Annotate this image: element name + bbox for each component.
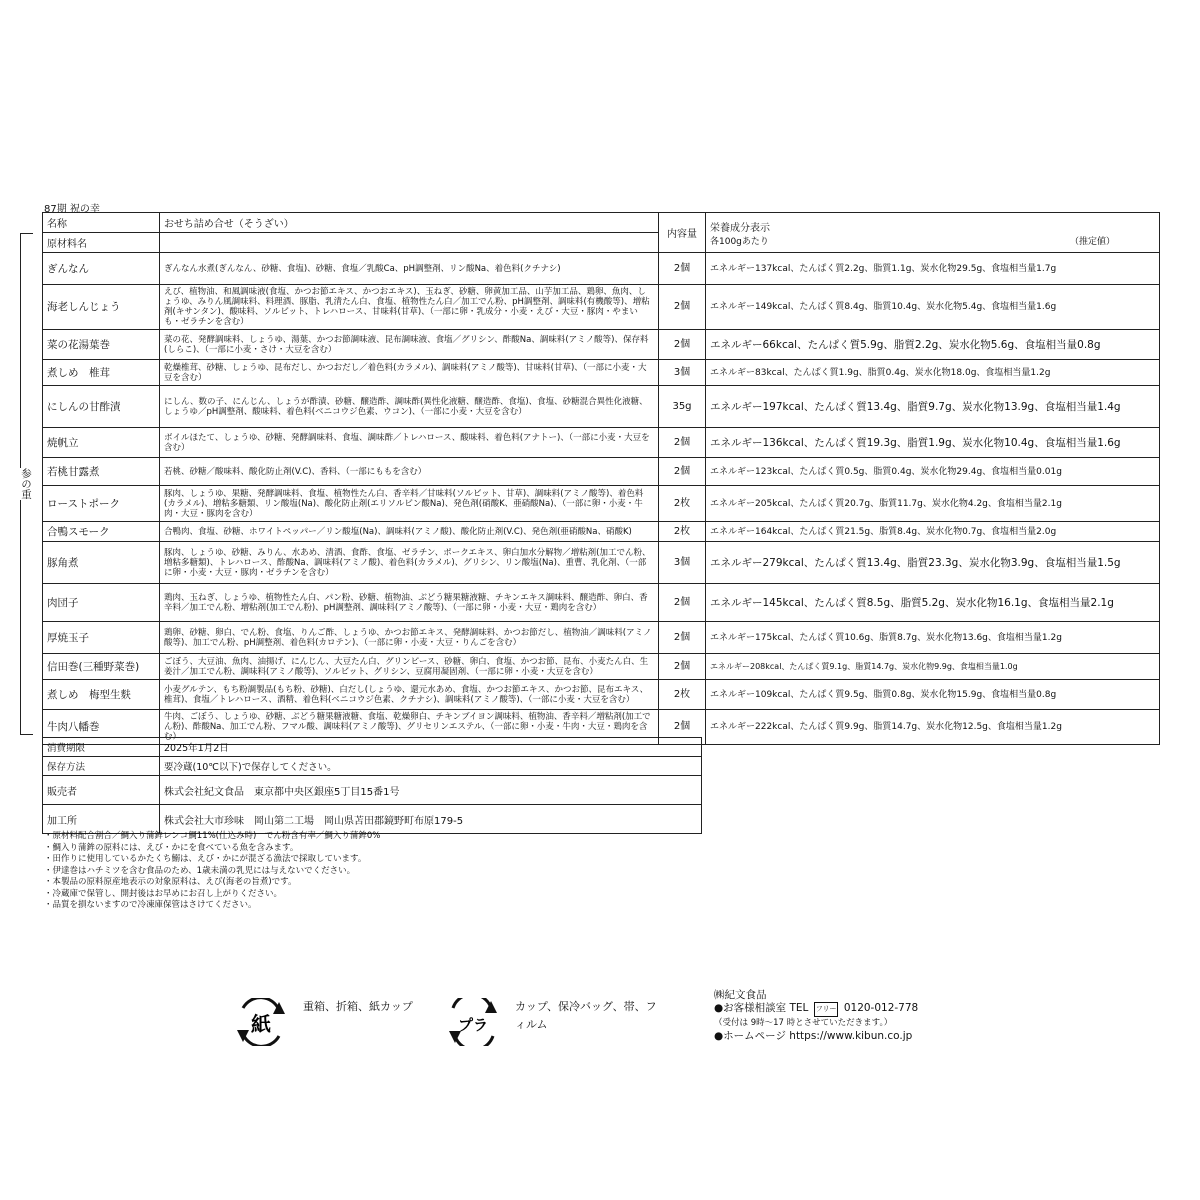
item-nutrition: エネルギー123kcal、たんぱく質0.5g、脂質0.4g、炭水化物29.4g、食塩相当量0.01g	[706, 458, 1160, 486]
header-name-label: 名称	[43, 213, 160, 233]
item-nutrition: エネルギー164kcal、たんぱく質21.5g、脂質8.4g、炭水化物0.7g、食塩相当量2.0g	[706, 522, 1160, 542]
item-name: 菜の花湯葉巻	[43, 330, 160, 360]
note-item: ・鯛入り蒲鉾の原料には、えび・かにを食べている魚を含みます。	[44, 842, 299, 853]
table-row	[43, 458, 1160, 486]
item-ingredients: 豚肉、しょうゆ、砂糖、みりん、水あめ、清酒、食酢、食塩、ゼラチン、ポークエキス、卵白加水分解物／増粘剤(加工でん粉、増粘多糖類)、トレハロース、酢酸Na、調味料(アミノ酸)、着色料(カラメル)、グリシン、リン酸塩(Na)、重曹、乳化剤、（一部に卵・小麦・大豆・豚肉・ゼラチンを含む）	[160, 542, 659, 584]
storage-label: 保存方法	[43, 757, 160, 776]
ingredients-table	[42, 212, 1160, 745]
expiry-value: 2025年1月2日	[160, 738, 702, 757]
item-quantity: 2個	[659, 584, 706, 622]
table-row	[43, 285, 1160, 330]
contact-label: ●お客様相談室 TEL	[714, 1002, 809, 1014]
nutrition-basis: 各100gあたり	[710, 236, 769, 247]
nutrition-title: 栄養成分表示	[710, 222, 770, 234]
item-name: ローストポーク	[43, 486, 160, 522]
item-nutrition: エネルギー175kcal、たんぱく質10.6g、脂質8.7g、炭水化物13.6g、食塩相当量1.2g	[706, 622, 1160, 654]
processor-value: 株式会社大市珍味 岡山第二工場 岡山県苫田郡鏡野町布原179-5	[160, 805, 702, 834]
nutrition-estimate-note: （推定値）	[1069, 236, 1115, 247]
item-name: 海老しんじょう	[43, 285, 160, 330]
note-item: ・田作りに使用しているかたくち鰯は、えび・かにが混ざる漁法で採取しています。	[44, 854, 367, 864]
notes-list	[44, 831, 684, 912]
contact-hours: （受付は 9時～17 時とさせていただきます。）	[714, 1018, 893, 1028]
series-title: 87期 祝の幸	[44, 204, 100, 215]
item-name: 煮しめ 梅型生麩	[43, 680, 160, 710]
item-name: 牛肉八幡巻	[43, 710, 160, 745]
item-name: 煮しめ 椎茸	[43, 360, 160, 386]
plastic-symbol-text: プラ	[457, 1016, 489, 1034]
item-quantity: 2枚	[659, 522, 706, 542]
item-nutrition: エネルギー136kcal、たんぱく質19.3g、脂質1.9g、炭水化物10.4g、食塩相当量1.6g	[706, 428, 1160, 458]
item-nutrition: エネルギー137kcal、たんぱく質2.2g、脂質1.1g、炭水化物29.5g、食塩相当量1.7g	[706, 253, 1160, 285]
item-ingredients: ぎんなん水煮(ぎんなん、砂糖、食塩)、砂糖、食塩／乳酸Ca、pH調整剤、リン酸Na、着色料(クチナシ)	[160, 253, 659, 285]
table-row	[43, 360, 1160, 386]
item-nutrition: エネルギー279kcal、たんぱく質13.4g、脂質23.3g、炭水化物3.9g、食塩相当量1.5g	[706, 542, 1160, 584]
expiry-label: 消費期限	[43, 738, 160, 757]
storage-value: 要冷蔵(10℃以下)で保存してください。	[160, 757, 702, 776]
company-info	[714, 989, 918, 1043]
plastic-recycle-icon	[445, 998, 501, 1046]
seller-value: 株式会社紀文食品 東京都中央区銀座5丁目15番1号	[160, 776, 702, 805]
phone-number: 0120-012-778	[843, 1002, 919, 1014]
plastic-recycle-text: カップ、保冷バッグ、帯、フィルム	[515, 1000, 657, 1031]
item-ingredients: 若桃、砂糖／酸味料、酸化防止剤(V.C)、香料、（一部にももを含む）	[160, 458, 659, 486]
item-quantity: 2個	[659, 654, 706, 680]
meta-table	[42, 737, 702, 834]
note-item: ・原材料配合割合／鯛入り蒲鉾レンコ鯛11%(仕込み時) でん粉含有率／鯛入り蒲鉾0%	[44, 831, 381, 841]
paper-symbol-text: 紙	[251, 1012, 271, 1036]
freedial-icon: フリー	[814, 1002, 839, 1017]
table-row	[43, 386, 1160, 428]
paper-recycle-text: 重箱、折箱、紙カップ	[303, 1000, 413, 1013]
item-quantity: 3個	[659, 360, 706, 386]
processor-label: 加工所	[43, 805, 160, 834]
item-nutrition: エネルギー222kcal、たんぱく質9.9g、脂質14.7g、炭水化物12.5g、食塩相当量1.2g	[706, 710, 1160, 745]
item-ingredients: 小麦グルテン、もち粉調製品(もち粉、砂糖)、白だし(しょうゆ、還元水あめ、食塩、かつお節エキス、かつお節、昆布エキス、椎茸)、食塩／トレハロース、酒精、着色料(ベニコウジ色素、クチナシ)、調味料(アミノ酸等)、（一部に小麦・大豆を含む）	[160, 680, 659, 710]
item-ingredients: 鶏卵、砂糖、卵白、でん粉、食塩、りんご酢、しょうゆ、かつお節エキス、発酵調味料、かつお節だし、植物油／調味料(アミノ酸等)、加工でん粉、pH調整剤、着色料(カロテン)、（一部に卵・小麦・大豆・りんごを含む）	[160, 622, 659, 654]
item-nutrition: エネルギー66kcal、たんぱく質5.9g、脂質2.2g、炭水化物5.6g、食塩相当量0.8g	[706, 330, 1160, 360]
item-nutrition: エネルギー208kcal、たんぱく質9.1g、脂質14.7g、炭水化物9.9g、食塩相当量1.0g	[706, 654, 1160, 680]
table-row	[43, 253, 1160, 285]
item-name: 信田巻(三種野菜巻)	[43, 654, 160, 680]
item-quantity: 2個	[659, 330, 706, 360]
item-ingredients: 鶏肉、玉ねぎ、しょうゆ、植物性たん白、パン粉、砂糖、植物油、ぶどう糖果糖液糖、チキンエキス調味料、醸造酢、卵白、香辛料／加工でん粉、増粘剤(加工でん粉)、pH調整剤、調味料(アミノ酸等)、（一部に卵・小麦・大豆・鶏肉を含む）	[160, 584, 659, 622]
item-quantity: 2個	[659, 622, 706, 654]
company-name: ㈱紀文食品	[714, 989, 767, 1001]
item-nutrition: エネルギー197kcal、たんぱく質13.4g、脂質9.7g、炭水化物13.9g、食塩相当量1.4g	[706, 386, 1160, 428]
item-nutrition: エネルギー83kcal、たんぱく質1.9g、脂質0.4g、炭水化物18.0g、食塩相当量1.2g	[706, 360, 1160, 386]
note-item: ・伊達巻はハチミツを含む食品のため、1歳未満の乳児には与えないでください。	[44, 865, 356, 876]
note-item: ・品質を損ないますので冷凍庫保管はさけてください。	[44, 900, 257, 910]
item-ingredients: えび、植物油、和風調味液(食塩、かつお節エキス、かつおエキス)、玉ねぎ、砂糖、卵黄加工品、山芋加工品、鶏卵、魚肉、しょうゆ、みりん風調味料、料理酒、豚脂、乳清たん白、食塩、植物性たん白／加工でん粉、pH調整剤、調味料(有機酸等)、増粘剤(キサンタン)、酸味料、ソルビット、トレハロース、甘味料(甘草)、（一部に卵・乳成分・小麦・えび・大豆・豚肉・やまいも・ゼラチンを含む）	[160, 285, 659, 330]
table-row	[43, 522, 1160, 542]
item-nutrition: エネルギー205kcal、たんぱく質20.7g、脂質11.7g、炭水化物4.2g、食塩相当量2.1g	[706, 486, 1160, 522]
plastic-recycle-mark	[445, 998, 665, 1046]
table-row	[43, 486, 1160, 522]
item-nutrition: エネルギー149kcal、たんぱく質8.4g、脂質10.4g、炭水化物5.4g、食塩相当量1.6g	[706, 285, 1160, 330]
item-quantity: 2個	[659, 285, 706, 330]
item-nutrition: エネルギー109kcal、たんぱく質9.5g、脂質0.8g、炭水化物15.9g、食塩相当量0.8g	[706, 680, 1160, 710]
item-name: ぎんなん	[43, 253, 160, 285]
note-item: ・冷蔵庫で保管し、開封後はお早めにお召し上がりください。	[44, 888, 283, 899]
item-ingredients: 牛肉、ごぼう、しょうゆ、砂糖、ぶどう糖果糖液糖、食塩、乾燥卵白、チキンブイヨン調味料、植物油、香辛料／増粘剤(加工でん粉)、酢酸Na、加工でん粉、フマル酸、調味料(アミノ酸等)、グリセリンエステル、（一部に卵・小麦・牛肉・大豆・鶏肉を含む）	[160, 710, 659, 745]
item-ingredients: にしん、数の子、にんじん、しょうが酢漬、砂糖、醸造酢、調味酢(異性化液糖、醸造酢、食塩)、食塩、砂糖混合異性化液糖、しょうゆ／pH調整剤、酸味料、着色料(ベニコウジ色素、ウコン)、（一部に小麦・大豆を含む）	[160, 386, 659, 428]
tier-label: 参の重	[20, 468, 32, 500]
table-row	[43, 428, 1160, 458]
table-row	[43, 622, 1160, 654]
item-quantity: 2枚	[659, 680, 706, 710]
item-nutrition: エネルギー145kcal、たんぱく質8.5g、脂質5.2g、炭水化物16.1g、食塩相当量2.1g	[706, 584, 1160, 622]
item-quantity: 2個	[659, 458, 706, 486]
item-name: 合鴨スモーク	[43, 522, 160, 542]
item-name: 若桃甘露煮	[43, 458, 160, 486]
homepage-link[interactable]: ●ホームページ https://www.kibun.co.jp	[714, 1030, 913, 1042]
item-ingredients: 菜の花、発酵調味料、しょうゆ、湯葉、かつお節調味液、昆布調味液、食塩／グリシン、酢酸Na、調味料(アミノ酸等)、保存料(しらこ)、（一部に小麦・さけ・大豆を含む）	[160, 330, 659, 360]
table-row	[43, 584, 1160, 622]
item-quantity: 3個	[659, 542, 706, 584]
item-ingredients: 乾燥椎茸、砂糖、しょうゆ、昆布だし、かつおだし／着色料(カラメル)、調味料(アミノ酸等)、甘味料(甘草)、（一部に小麦・大豆を含む）	[160, 360, 659, 386]
item-quantity: 2枚	[659, 486, 706, 522]
item-name: 肉団子	[43, 584, 160, 622]
item-ingredients: 豚肉、しょうゆ、果糖、発酵調味料、食塩、植物性たん白、香辛料／甘味料(ソルビット、甘草)、調味料(アミノ酸等)、着色料(カラメル)、増粘多糖類、リン酸塩(Na)、酸化防止剤(エリソルビン酸Na)、発色剤(硝酸K、亜硝酸Na)、（一部に卵・小麦・牛肉・大豆・豚肉を含む）	[160, 486, 659, 522]
item-name: 厚焼玉子	[43, 622, 160, 654]
table-row	[43, 680, 1160, 710]
item-name: 豚角煮	[43, 542, 160, 584]
header-ingredients-label: 原材料名	[43, 233, 160, 253]
item-ingredients: 合鴨肉、食塩、砂糖、ホワイトペッパー／リン酸塩(Na)、調味料(アミノ酸)、酸化防止剤(V.C)、発色剤(亜硝酸Na、硝酸K)	[160, 522, 659, 542]
item-quantity: 2個	[659, 428, 706, 458]
table-row	[43, 330, 1160, 360]
item-quantity: 2個	[659, 710, 706, 745]
item-quantity: 35g	[659, 386, 706, 428]
item-ingredients: ごぼう、大豆油、魚肉、油揚げ、にんじん、大豆たん白、グリンピース、砂糖、卵白、食塩、かつお節、昆布、小麦たん白、生姜汁／加工でん粉、調味料(アミノ酸等)、ソルビット、グリシン、豆腐用凝固剤、（一部に卵・小麦・大豆を含む）	[160, 654, 659, 680]
paper-recycle-mark	[233, 998, 423, 1046]
seller-label: 販売者	[43, 776, 160, 805]
item-name: 焼帆立	[43, 428, 160, 458]
table-row	[43, 654, 1160, 680]
item-name: にしんの甘酢漬	[43, 386, 160, 428]
item-quantity: 2個	[659, 253, 706, 285]
note-item: ・本製品の原料原産地表示の対象原料は、えび(海老の旨煮)です。	[44, 877, 297, 887]
product-name: おせち詰め合せ（そうざい）	[160, 213, 659, 233]
table-row	[43, 542, 1160, 584]
header-quantity: 内容量	[659, 213, 706, 253]
header-nutrition	[706, 213, 1160, 253]
paper-recycle-icon	[233, 998, 289, 1046]
item-ingredients: ボイルほたて、しょうゆ、砂糖、発酵調味料、食塩、調味酢／トレハロース、酸味料、着色料(アナトー)、（一部に小麦・大豆を含む）	[160, 428, 659, 458]
